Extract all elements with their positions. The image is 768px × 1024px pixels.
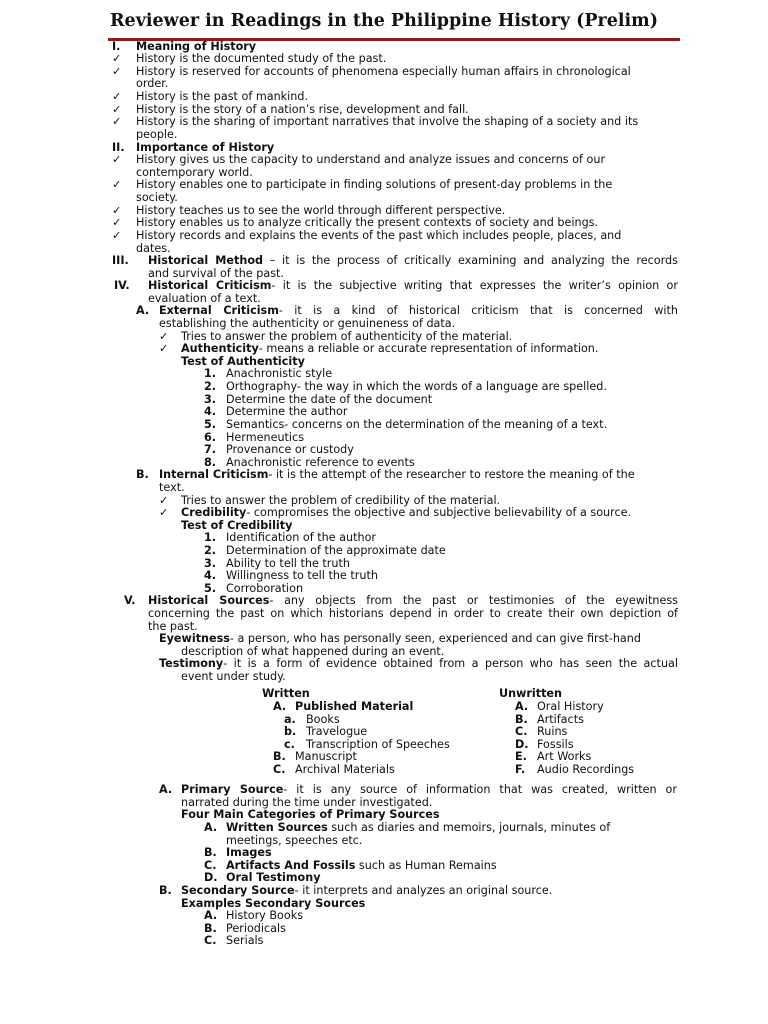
term-label: External Criticism <box>159 304 279 317</box>
line-text: History enables us to analyze critically the present contexts of society and beings. <box>136 216 599 229</box>
list-marker: 8. <box>204 456 217 469</box>
list-marker: B. <box>515 713 528 726</box>
list-marker: 6. <box>204 431 217 444</box>
text-line <box>136 129 177 142</box>
line-text: narrated during the time under investigated. <box>181 796 433 809</box>
line-text: Anachronistic reference to events <box>226 456 415 469</box>
line-text: Unwritten <box>499 687 562 700</box>
list-marker: C. <box>273 763 286 776</box>
line-text: Tries to answer the problem of credibility of the material. <box>181 494 501 507</box>
text-line <box>181 343 598 356</box>
checkmark-icon: ✓ <box>159 330 169 343</box>
line-text: Archival Materials <box>295 763 395 776</box>
line-text: Examples Secondary Sources <box>181 897 366 910</box>
list-marker: V. <box>124 594 136 607</box>
list-marker: B. <box>204 922 217 935</box>
line-text: Oral History <box>537 700 604 713</box>
list-marker: A. <box>136 304 150 317</box>
term-label: Eyewitness <box>159 632 230 645</box>
term-label: Historical Method <box>148 254 264 267</box>
line-text: Travelogue <box>306 725 368 738</box>
line-text: dates. <box>136 242 171 255</box>
text-line <box>136 179 612 192</box>
line-text: Ability to tell the truth <box>226 557 350 570</box>
checkmark-icon: ✓ <box>112 90 122 103</box>
list-marker: B. <box>273 750 286 763</box>
text-line <box>226 419 607 432</box>
term-label: Credibility <box>181 506 247 519</box>
checkmark-icon: ✓ <box>112 65 122 78</box>
list-marker: 5. <box>204 418 217 431</box>
text-line <box>537 764 634 777</box>
text-line <box>295 751 357 764</box>
text-line <box>226 406 348 419</box>
line-text: History enables one to participate in finding solutions of present-day problems in the <box>136 178 613 191</box>
checkmark-icon: ✓ <box>112 216 122 229</box>
text-line <box>148 255 678 268</box>
line-text: History records and explains the events of the past which includes people, places, and <box>136 229 622 242</box>
line-text: History Books <box>226 909 304 922</box>
text-line <box>148 595 678 608</box>
line-text: - a person, who has personally seen, experienced and can give first-hand <box>229 632 641 645</box>
line-text: History is the story of a nation’s rise, development and fall. <box>136 103 469 116</box>
checkmark-icon: ✓ <box>112 103 122 116</box>
line-text: - it interprets and analyzes an original source. <box>294 884 553 897</box>
text-line <box>136 66 631 79</box>
list-marker: 3. <box>204 393 217 406</box>
line-text: Manuscript <box>295 750 357 763</box>
line-text: - it is a form of evidence obtained from a person who has seen the actual <box>223 657 678 670</box>
term-label: Internal Criticism <box>159 468 269 481</box>
line-text: concerning the past on which historians depend in order to create their own depiction of <box>148 607 678 620</box>
line-text: Artifacts <box>537 713 584 726</box>
checkmark-icon: ✓ <box>112 178 122 191</box>
term-label: Historical Criticism <box>148 279 272 292</box>
line-text: History teaches us to see the world through different perspective. <box>136 204 506 217</box>
line-text: Published Material <box>295 700 414 713</box>
line-text: Corroboration <box>226 582 304 595</box>
line-text: Meaning of History <box>136 40 257 53</box>
checkmark-icon: ✓ <box>159 506 169 519</box>
line-text: History is the past of mankind. <box>136 90 309 103</box>
line-text: Four Main Categories of Primary Sources <box>181 808 440 821</box>
text-line <box>159 658 678 671</box>
text-line <box>306 726 367 739</box>
text-line <box>226 910 303 923</box>
line-text: - it is the attempt of the researcher to restore the meaning of the <box>268 468 635 481</box>
line-text: Books <box>306 713 340 726</box>
list-marker: b. <box>284 725 297 738</box>
line-text: order. <box>136 77 169 90</box>
list-marker: D. <box>204 871 218 884</box>
line-text: Art Works <box>537 750 592 763</box>
checkmark-icon: ✓ <box>112 204 122 217</box>
line-text: meetings, speeches etc. <box>226 834 363 847</box>
line-text: - it is any source of information that was created, written or <box>283 783 677 796</box>
list-marker: F. <box>515 763 526 776</box>
list-marker: 5. <box>204 582 217 595</box>
text-line <box>181 784 677 797</box>
document-title: Reviewer in Readings in the Philippine History (Prelim) <box>110 11 658 31</box>
line-text: Test of Credibility <box>181 519 293 532</box>
text-line <box>136 78 168 91</box>
line-text: - compromises the objective and subjective believability of a source. <box>246 506 632 519</box>
line-text: Fossils <box>537 738 574 751</box>
line-text: description of what happened during an event. <box>181 645 445 658</box>
line-text: Written <box>262 687 310 700</box>
list-marker: 4. <box>204 569 217 582</box>
text-line <box>148 608 678 621</box>
text-line <box>181 507 631 520</box>
list-marker: C. <box>515 725 528 738</box>
list-marker: I. <box>112 40 121 53</box>
text-line <box>136 116 638 129</box>
line-text: - it is the subjective writing that expresses the writer’s opinion or <box>271 279 678 292</box>
term-label: Written Sources <box>226 821 328 834</box>
line-text: and survival of the past. <box>148 267 284 280</box>
line-text: Periodicals <box>226 922 286 935</box>
line-text: - it is a kind of historical criticism that is concerned with <box>278 304 678 317</box>
line-text: History gives us the capacity to understand and analyze issues and concerns of our <box>136 153 606 166</box>
list-marker: A. <box>515 700 529 713</box>
term-label: Secondary Source <box>181 884 295 897</box>
line-text: society. <box>136 191 178 204</box>
list-marker: B. <box>204 846 217 859</box>
text-line <box>295 764 395 777</box>
checkmark-icon: ✓ <box>112 153 122 166</box>
list-marker: D. <box>515 738 529 751</box>
list-marker: 7. <box>204 443 217 456</box>
line-text: event under study. <box>181 670 286 683</box>
line-text: contemporary world. <box>136 166 253 179</box>
text-line <box>148 280 678 293</box>
text-line <box>226 444 354 457</box>
text-line <box>226 545 446 558</box>
text-line <box>226 532 376 545</box>
line-text: Semantics- concerns on the determination of the meaning of a text. <box>226 418 608 431</box>
text-line <box>136 230 621 243</box>
line-text: History is the sharing of important narratives that involve the shaping of a society and its <box>136 115 639 128</box>
list-marker: 2. <box>204 544 217 557</box>
text-line <box>136 53 386 66</box>
list-marker: II. <box>112 141 125 154</box>
text-line <box>226 872 320 885</box>
text-line <box>136 154 605 167</box>
line-text: - any objects from the past or testimonies of the eyewitness <box>269 594 678 607</box>
text-line <box>159 469 635 482</box>
list-marker: 3. <box>204 557 217 570</box>
list-marker: C. <box>204 934 217 947</box>
list-marker: E. <box>515 750 527 763</box>
list-marker: 1. <box>204 531 217 544</box>
line-text: Determine the author <box>226 405 348 418</box>
text-line <box>226 381 607 394</box>
checkmark-icon: ✓ <box>159 342 169 355</box>
line-text: Anachronistic style <box>226 367 333 380</box>
line-text: Ruins <box>537 725 568 738</box>
line-text: Hermeneutics <box>226 431 305 444</box>
checkmark-icon: ✓ <box>159 494 169 507</box>
text-line <box>159 305 678 318</box>
line-text: Audio Recordings <box>537 763 635 776</box>
text-line <box>537 751 591 764</box>
line-text: Identification of the author <box>226 531 377 544</box>
text-line <box>537 701 604 714</box>
list-marker: A. <box>204 909 218 922</box>
line-text: Oral Testimony <box>226 871 321 884</box>
line-text: – it is the process of critically examining and analyzing the records <box>263 254 678 267</box>
list-marker: A. <box>273 700 287 713</box>
line-text: such as Human Remains <box>355 859 497 872</box>
line-text: Importance of History <box>136 141 275 154</box>
line-text: Test of Authenticity <box>181 355 305 368</box>
term-label: Historical Sources <box>148 594 270 607</box>
text-line <box>295 701 413 714</box>
text-line <box>159 482 185 495</box>
term-label: Testimony <box>159 657 224 670</box>
text-line <box>181 671 286 684</box>
line-text: such as diaries and memoirs, journals, minutes of <box>327 821 611 834</box>
line-text: establishing the authenticity or genuineness of data. <box>159 317 456 330</box>
text-line <box>226 822 610 835</box>
text-line <box>181 809 440 822</box>
term-label: Primary Source <box>181 783 284 796</box>
text-line <box>226 847 272 860</box>
line-text: Tries to answer the problem of authenticity of the material. <box>181 330 513 343</box>
text-line <box>537 726 567 739</box>
text-line <box>136 192 178 205</box>
list-marker: a. <box>284 713 296 726</box>
list-marker: 1. <box>204 367 217 380</box>
list-marker: 2. <box>204 380 217 393</box>
list-marker: III. <box>112 254 129 267</box>
text-line <box>136 217 598 230</box>
term-label: Authenticity <box>181 342 259 355</box>
line-text: Images <box>226 846 272 859</box>
text-line <box>181 885 552 898</box>
text-line <box>136 91 308 104</box>
line-text: the past. <box>148 620 198 633</box>
line-text: evaluation of a text. <box>148 292 261 305</box>
text-line <box>159 318 455 331</box>
text-line <box>226 368 332 381</box>
line-text: History is reserved for accounts of phenomena especially human affairs in chronological <box>136 65 631 78</box>
list-marker: c. <box>284 738 295 751</box>
line-text: Serials <box>226 934 264 947</box>
line-text: people. <box>136 128 178 141</box>
line-text: Orthography- the way in which the words of a language are spelled. <box>226 380 607 393</box>
line-text: Transcription of Speeches <box>306 738 450 751</box>
text-line <box>226 570 378 583</box>
line-text: Willingness to tell the truth <box>226 569 378 582</box>
line-text: - means a reliable or accurate representation of information. <box>258 342 599 355</box>
list-marker: B. <box>159 884 172 897</box>
line-text: text. <box>159 481 185 494</box>
text-line <box>226 935 264 948</box>
checkmark-icon: ✓ <box>112 115 122 128</box>
line-text: Determine the date of the document <box>226 393 433 406</box>
term-label: Artifacts And Fossils <box>226 859 356 872</box>
list-marker: A. <box>204 821 218 834</box>
list-marker: 4. <box>204 405 217 418</box>
line-text: Determination of the approximate date <box>226 544 446 557</box>
list-marker: A. <box>159 783 173 796</box>
checkmark-icon: ✓ <box>112 52 122 65</box>
list-marker: IV. <box>114 279 130 292</box>
line-text: Provenance or custody <box>226 443 354 456</box>
text-line <box>499 688 562 701</box>
text-line <box>262 688 310 701</box>
list-marker: C. <box>204 859 217 872</box>
checkmark-icon: ✓ <box>112 229 122 242</box>
list-marker: B. <box>136 468 149 481</box>
line-text: History is the documented study of the past. <box>136 52 387 65</box>
text-line <box>159 633 641 646</box>
